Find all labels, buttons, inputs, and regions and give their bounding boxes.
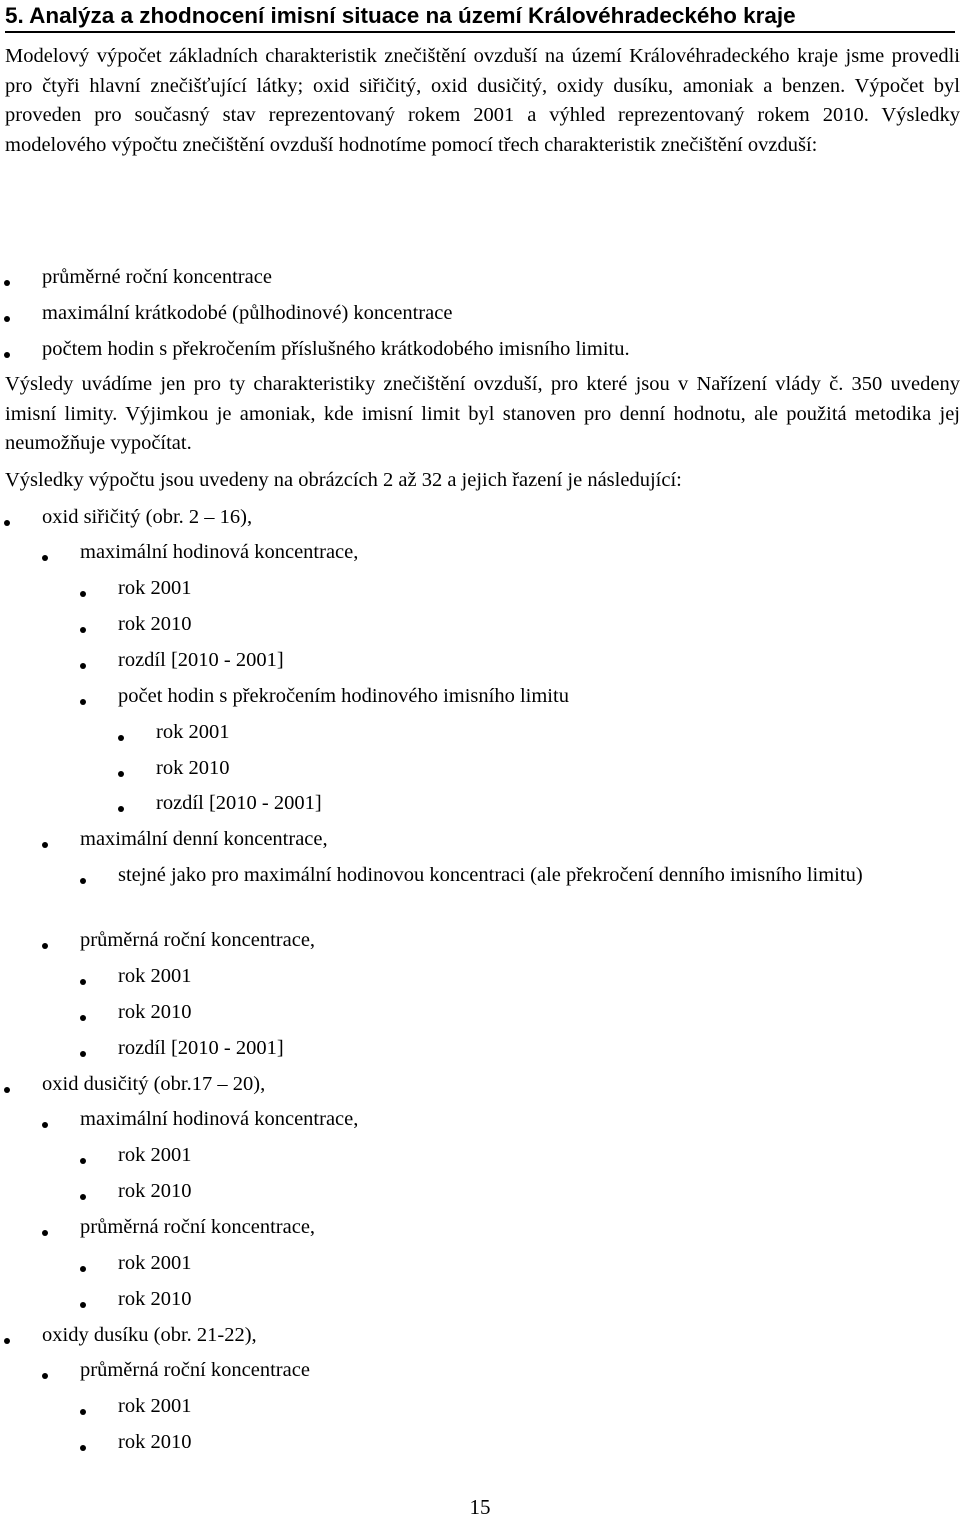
outline-item-level-3: rok 2010 [118, 1001, 192, 1023]
characteristic-item: průměrné roční koncentrace [42, 266, 272, 288]
outline-item-level-1: oxid siřičitý (obr. 2 – 16), [42, 506, 253, 528]
outline-item-level-2: maximální hodinová koncentrace, [80, 1108, 359, 1130]
bullet-icon [80, 1409, 86, 1415]
bullet-icon [4, 352, 10, 358]
bullet-icon [4, 1087, 10, 1093]
bullet-icon [80, 1015, 86, 1021]
bullet-icon [80, 979, 86, 985]
outline-item-level-3: rok 2001 [118, 1144, 192, 1166]
outline-item-level-3: stejné jako pro maximální hodinovou koncentraci (ale překročení denního imisního limitu) [118, 864, 863, 886]
bullet-icon [118, 806, 124, 812]
bullet-icon [80, 1266, 86, 1272]
outline-item-level-2: maximální denní koncentrace, [80, 828, 328, 850]
outline-item-level-2: průměrná roční koncentrace [80, 1359, 310, 1381]
bullet-icon [42, 943, 48, 949]
section-heading: 5. Analýza a zhodnocení imisní situace na území Královéhradeckého kraje [5, 2, 955, 33]
bullet-icon [4, 316, 10, 322]
outline-item-level-3: rok 2001 [118, 965, 192, 987]
outline-item-level-3: rok 2001 [118, 1252, 192, 1274]
outline-item-level-3: počet hodin s překročením hodinového imisního limitu [118, 685, 569, 707]
bullet-icon [118, 771, 124, 777]
bullet-icon [80, 1051, 86, 1057]
bullet-icon [80, 1194, 86, 1200]
outline-item-level-3: rozdíl [2010 - 2001] [118, 649, 284, 671]
outline-item-level-2: průměrná roční koncentrace, [80, 1216, 316, 1238]
outline-item-level-3: rok 2010 [118, 1288, 192, 1310]
outline-item-level-1: oxidy dusíku (obr. 21-22), [42, 1324, 257, 1346]
bullet-icon [42, 1373, 48, 1379]
bullet-icon [80, 663, 86, 669]
bullet-icon [80, 627, 86, 633]
page-number: 15 [469, 1495, 491, 1519]
outline-item-level-2: průměrná roční koncentrace, [80, 929, 316, 951]
bullet-icon [80, 878, 86, 884]
outline-item-level-4: rok 2010 [156, 757, 230, 779]
outline-item-level-3: rok 2001 [118, 1395, 192, 1417]
bullet-icon [80, 591, 86, 597]
outline-item-level-3: rok 2010 [118, 1180, 192, 1202]
bullet-icon [118, 735, 124, 741]
bullet-icon [42, 842, 48, 848]
bullet-icon [80, 1445, 86, 1451]
outline-item-level-3: rok 2010 [118, 613, 192, 635]
bullet-icon [80, 699, 86, 705]
bullet-icon [4, 1338, 10, 1344]
order-intro: Výsledky výpočtu jsou uvedeny na obrázcích 2 až 32 a jejich řazení je následující: [5, 469, 682, 491]
outline-item-level-2: maximální hodinová koncentrace, [80, 541, 359, 563]
bullet-icon [42, 1122, 48, 1128]
outline-item-level-3: rok 2001 [118, 577, 192, 599]
intro-paragraph: Modelový výpočet základních charakteristik znečištění ovzduší na území Královéhradeckého kraje jsme provedli pro čtyři hlavní znečišťující látky; oxid siřičitý, oxid dusičitý, oxidy dusíku, amoniak a benzen. Výpočet byl proveden pro současný stav reprezentovaný rokem 2001 a výhled reprezentovaný rokem 2010. Výsledky modelového výpočtu znečištění ovzduší hodnotíme pomocí třech charakteristik znečištění ovzduší: [5, 45, 960, 156]
characteristic-item: maximální krátkodobé (půlhodinové) koncentrace [42, 302, 453, 324]
outline-item-level-3: rok 2010 [118, 1431, 192, 1453]
outline-item-level-4: rok 2001 [156, 721, 230, 743]
characteristic-item: počtem hodin s překročením příslušného krátkodobého imisního limitu. [42, 338, 630, 360]
bullet-icon [80, 1158, 86, 1164]
outline-item-level-4: rozdíl [2010 - 2001] [156, 792, 322, 814]
outline-item-level-3: rozdíl [2010 - 2001] [118, 1037, 284, 1059]
outline-item-level-1: oxid dusičitý (obr.17 – 20), [42, 1073, 266, 1095]
results-paragraph: Výsledy uvádíme jen pro ty charakteristiky znečištění ovzduší, pro které jsou v Nařízení vlády č. 350 uvedeny imisní limity. Výjimkou je amoniak, kde imisní limit byl stanoven pro denní hodnotu, ale použitá metodika jej neumožňuje vypočítat. [5, 373, 960, 454]
bullet-icon [4, 520, 10, 526]
bullet-icon [80, 1302, 86, 1308]
bullet-icon [4, 280, 10, 286]
bullet-icon [42, 555, 48, 561]
bullet-icon [42, 1230, 48, 1236]
